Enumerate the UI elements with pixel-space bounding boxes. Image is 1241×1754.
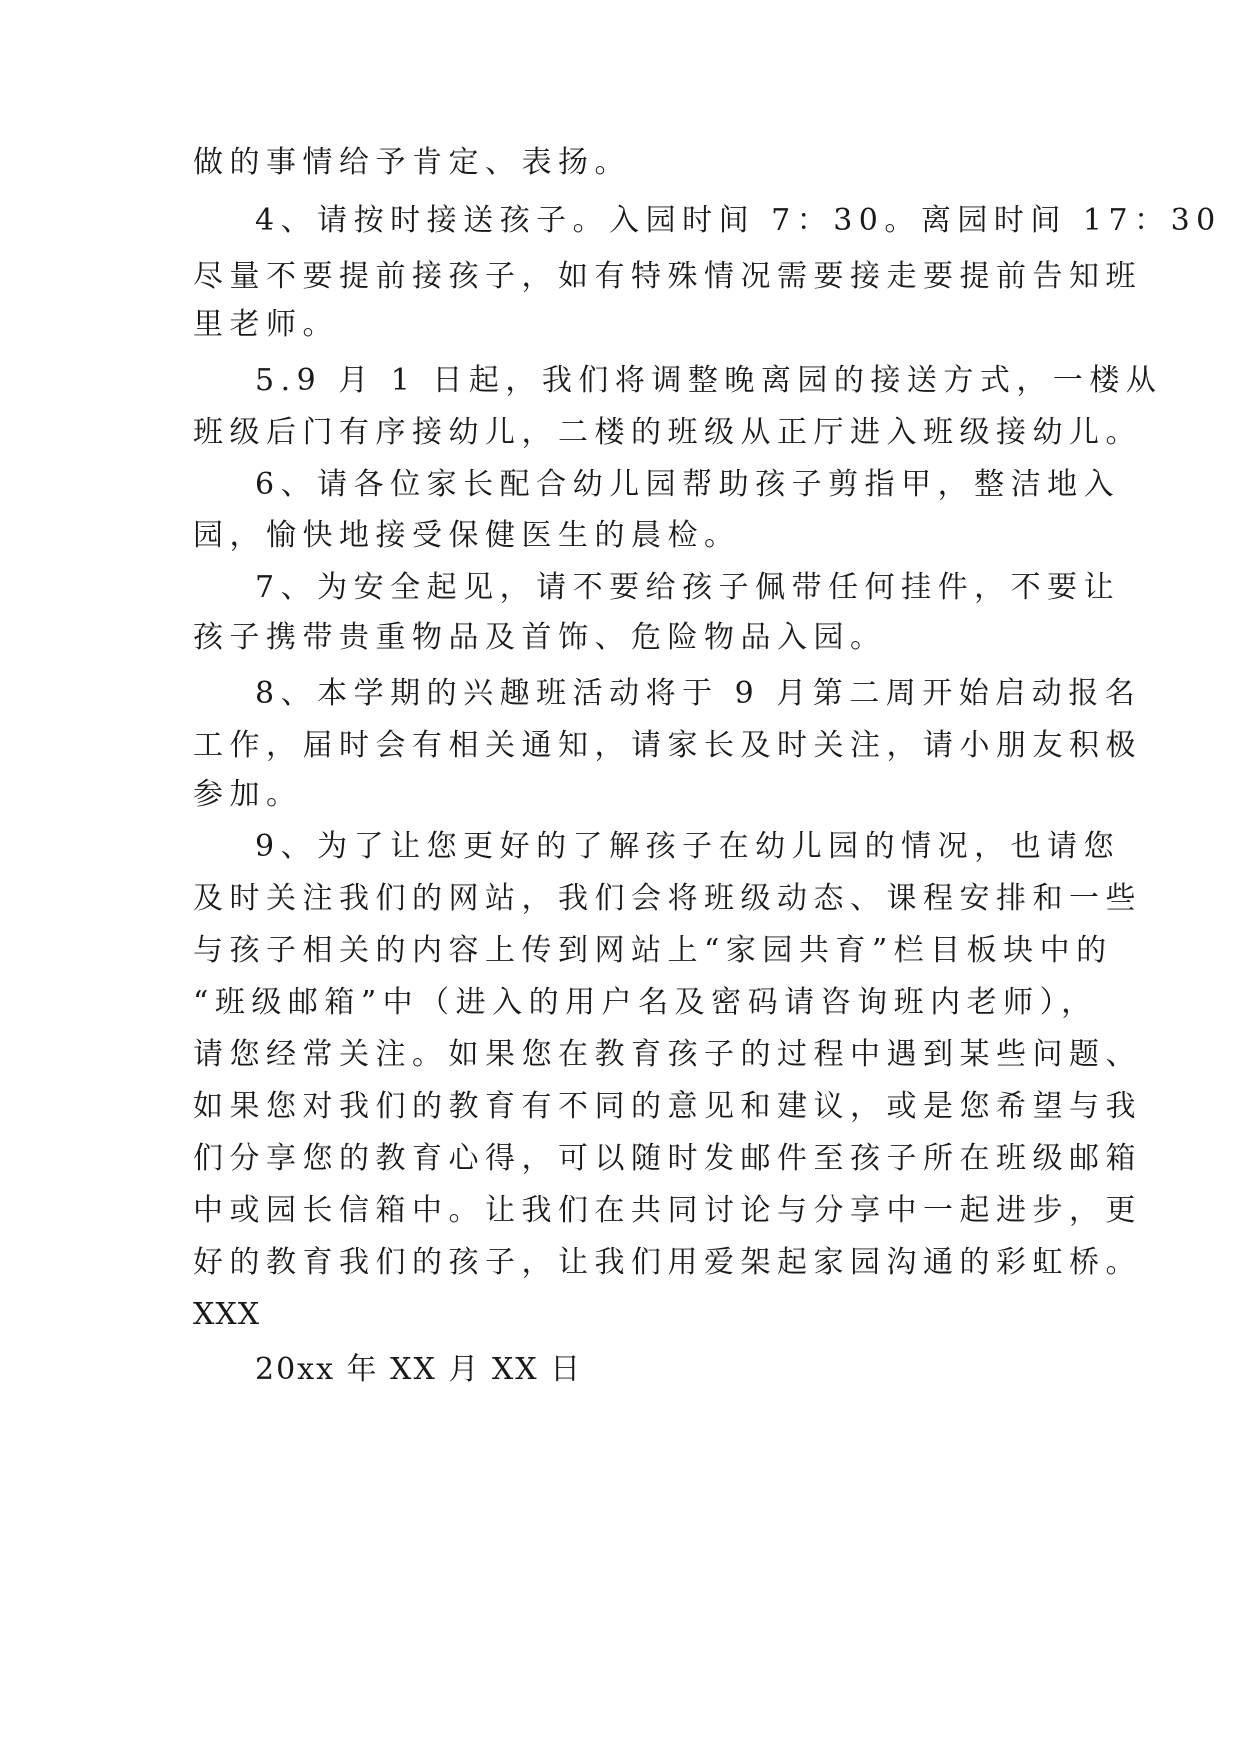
text-line: 们分享您的教育心得，可以随时发邮件至孩子所在班级邮箱 (193, 1141, 1142, 1176)
text-line: 7、为安全起见，请不要给孩子佩带任何挂件，不要让 (255, 570, 1121, 605)
text-line: 请您经常关注。如果您在教育孩子的过程中遇到某些问题、 (193, 1037, 1142, 1072)
text-line: 做的事情给予肯定、表扬。 (193, 145, 631, 180)
text-line: “班级邮箱”中（进入的用户名及密码请咨询班内老师）， (193, 985, 1098, 1020)
text-line: 与孩子相关的内容上传到网站上“家园共育”栏目板块中的 (193, 933, 1113, 968)
text-line: 孩子携带贵重物品及首饰、危险物品入园。 (193, 620, 887, 655)
text-line: 4、请按时接送孩子。入园时间 7：30。离园时间 17：30 (255, 203, 1222, 238)
text-line: 如果您对我们的教育有不同的意见和建议，或是您希望与我 (193, 1089, 1142, 1124)
signature-name: XXX (193, 1297, 261, 1332)
text-line: 尽量不要提前接孩子，如有特殊情况需要接走要提前告知班 (193, 259, 1142, 294)
text-line: 9、为了让您更好的了解孩子在幼儿园的情况，也请您 (255, 829, 1121, 864)
text-line: 好的教育我们的孩子，让我们用爱架起家园沟通的彩虹桥。 (193, 1245, 1142, 1280)
text-line: 8、本学期的兴趣班活动将于 9 月第二周开始启动报名 (255, 676, 1142, 711)
text-line: 参加。 (193, 777, 303, 812)
text-line: 工作，届时会有相关通知，请家长及时关注，请小朋友积极 (193, 728, 1142, 763)
text-line: 里老师。 (193, 307, 339, 342)
text-line: 5.9 月 1 日起，我们将调整晚离园的接送方式，一楼从 (255, 363, 1163, 398)
text-line: 及时关注我们的网站，我们会将班级动态、课程安排和一些 (193, 881, 1142, 916)
document-date: 20xx 年 XX 月 XX 日 (255, 1352, 583, 1387)
text-line: 6、请各位家长配合幼儿园帮助孩子剪指甲，整洁地入 (255, 467, 1121, 502)
text-line: 班级后门有序接幼儿，二楼的班级从正厅进入班级接幼儿。 (193, 415, 1142, 450)
text-line: 中或园长信箱中。让我们在共同讨论与分享中一起进步，更 (193, 1193, 1142, 1228)
text-line: 园，愉快地接受保健医生的晨检。 (193, 518, 741, 553)
